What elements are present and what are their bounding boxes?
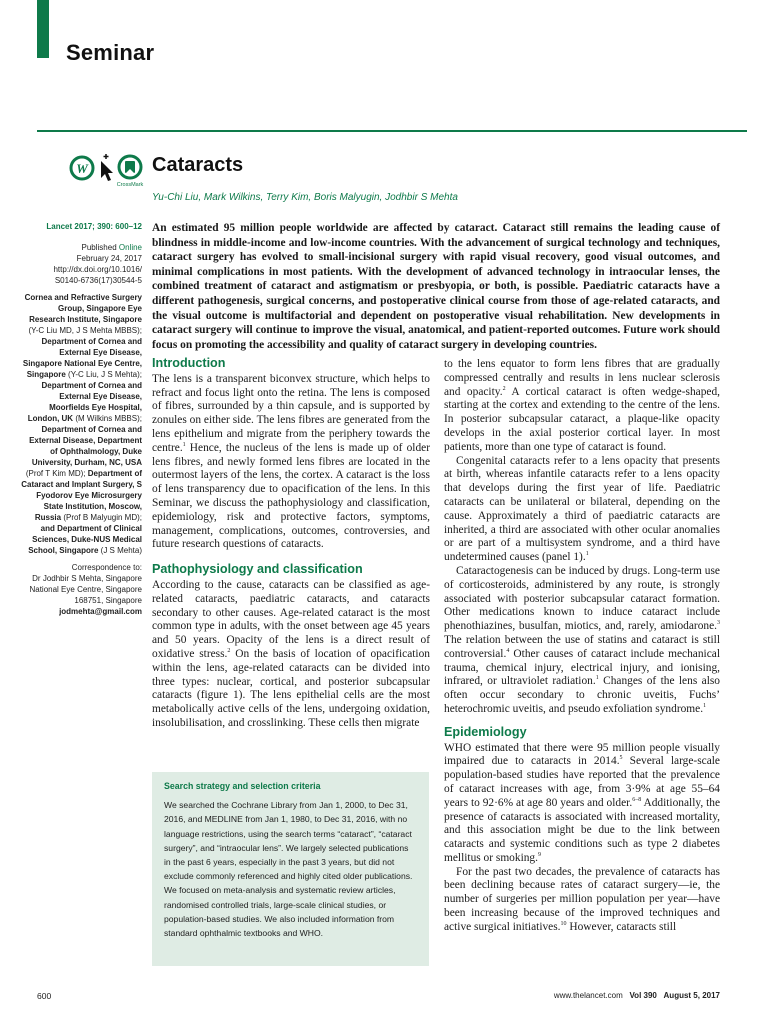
logo-icons	[68, 152, 146, 200]
affiliation-6: and Department of Clinical Sciences, Duke-NUS Medical School, Singapore	[28, 524, 142, 555]
heading-introduction: Introduction	[152, 356, 226, 370]
author-list: Yu-Chi Liu, Mark Wilkins, Terry Kim, Boris Malyugin, Jodhbir S Mehta	[152, 192, 458, 203]
search-strategy-panel	[152, 772, 429, 966]
web-article-icon	[71, 157, 93, 179]
reference-marker[interactable]: 6–8	[632, 796, 642, 803]
reference-marker[interactable]: 1	[182, 441, 186, 448]
crossmark-icon	[119, 156, 141, 178]
header-rule	[37, 130, 747, 132]
correspondence-label: Correspondence to:	[71, 563, 142, 572]
paragraph-congenital: Congenital cataracts refer to a lens opacity that presents at birth, whereas infantile cataracts refer to a lens opacity that develops during the first year of life. Paediatric cataracts can be unilateral or bilateral, depending on the cause. Approximately a third of paediatric cataracts are inherited, a third are associated with other ocular anomalies or are part of a multisystem syndrome, and a third have undetermined causes (panel 1).$^1$	[444, 454, 720, 564]
journal-url[interactable]: www.thelancet.com	[553, 991, 623, 1000]
published-date: February 24, 2017	[76, 254, 142, 263]
pathophysiology-paragraph: According to the cause, cataracts can be classified as age-related cataracts, paediatric cataracts, and cataracts secondary to other causes. Age-related cataract is the most common type in adults, with the onset between age 45 years and 50 years. Opacity of the lens is a direct result of oxidative stress.$^2$ On the basis of location of opacification within the lens, age-related cataracts can be divided into three types: nuclear, cortical, and posterior subcapsular cataracts (figure 1). The lens epithelial cells are the most metabolically active cells of the lens, undergoing oxidation, insolubilisation, and crosslinking. These cells then migrate	[152, 578, 430, 729]
intro-paragraph: The lens is a transparent biconvex structure, which helps to refract and focus light onto the retina. The lens is composed of fibres, surrounded by a thin capsule, and is supported by zonules on either side. The lens fibres are generated from the lens epithelium and migrate from the periphery towards the centre.$^1$ Hence, the nucleus of the lens is made up of older lens fibres, and newly formed lens fibres are located in the outermost layers of the lens, the cortex. A cataract is the loss of lens transparency due to opacification of the lens. In this Seminar, we discuss the pathophysiology and classification, epidemiology, risk and protective factors, symptoms, management, complications, outcomes, controversies, and future research questions of cataracts.	[152, 372, 430, 551]
article-title: Cataracts	[152, 154, 244, 176]
affiliation-1-names: (Y-C Liu MD, J S Mehta MBBS);	[28, 326, 142, 335]
affiliation-4: Department of Cornea and External Disease, Department of Ophthalmology, Duke University, Durham, NC, USA	[29, 425, 142, 467]
svg-text:W: W	[76, 161, 88, 176]
heading-pathophysiology: Pathophysiology and classification	[152, 562, 363, 577]
affiliations	[20, 292, 142, 556]
crossmark-label: CrossMark	[116, 182, 144, 188]
issue-date: August 5, 2017	[663, 991, 720, 1000]
affiliation-2-names: (Y-C Liu, J S Mehta);	[68, 370, 142, 379]
abstract: An estimated 95 million people worldwide are affected by cataract. Cataract still remains the leading cause of blindness in middle-income and low-income countries. With the advancement of surgical technology and techniques, cataract surgery has evolved to small-incisional surgery with rapid visual recovery, good visual outcomes, and minimal complications in most patients. With the development of advanced technology in intraocular lenses, the combined treatment of cataract and astigmatism or presbyopia, or both, is possible. Paediatric cataracts have a different pathogenesis, surgical concerns, and postoperative clinical course from those of age-related cataracts, and the visual outcome is multifactorial and dependent on postoperative visual rehabilitation. New developments in cataract surgery will continue to improve the visual, anatomical, and patient-reported outcomes. Future work should focus on promoting the accessibility and quality of cataract surgery in developing countries.	[152, 222, 720, 351]
reference-marker[interactable]: 10	[560, 921, 567, 928]
affiliation-6-names: (J S Mehta)	[100, 546, 142, 555]
paragraph-cataractogenesis: Cataractogenesis can be induced by drugs. Long-term use of corticosteroids, administered by any route, is strongly associated with posterior subcapsular cataract formation. Other medications known to induce cataract include phenothiazines, busulfan, miotics, and, rarely, amiodarone.$^3$ The relation between the use of statins and cataract is still controversial.$^4$ Other causes of cataract include mechanical trauma, chemical injury, electrical injury, and ionising, infrared, or ultraviolet radiation.$^1$ Changes of the lens also often occur secondary to chronic uveitis, Fuchs’ heterochromic uveitis, and pseudo exfoliation syndrome.$^1$	[444, 564, 720, 715]
page-number: 600	[37, 991, 52, 1001]
correspondence-email[interactable]: jodmehta@gmail.com	[59, 607, 142, 616]
doi-line-2[interactable]: S0140-6736(17)30544-5	[54, 276, 142, 285]
section-label: Seminar	[66, 40, 155, 65]
reference-marker[interactable]: 9	[537, 852, 541, 859]
section-tab-marker	[37, 0, 49, 58]
correspondence	[20, 562, 142, 617]
paragraph-lens-fibres: to the lens equator to form lens fibres that are gradually compressed centrally and results in lens nuclear sclerosis and opacity.$^2$ A cortical cataract is often wedge-shaped, starting at the cortex and extending to the centre of the lens. In posterior subcapsular cataract, a plaque-like opacity develops in the axial posterior cortical layer. In most patients, more than one type of cataract is found.	[444, 358, 721, 453]
reference-marker[interactable]: 5	[619, 755, 623, 762]
affiliation-3: Department of Cornea and External Eye Disease, Moorfields Eye Hospital, London, UK	[27, 381, 142, 423]
reference-marker[interactable]: 3	[717, 620, 720, 627]
panel-title: Search strategy and selection criteria	[164, 781, 321, 791]
paragraph-who: WHO estimated that there were 95 million people visually impaired due to cataracts in 2014.$^5$ Several large-scale population-based studies have reported that the prevalence of cataract increases with age, from 3·9% at age 55–64 years to 92·6% at age 80 years and older.$^{6-8}$ Additionally, the presence of cataracts is associated with increased mortality, and this association might be due to the link between cataracts and systemic conditions such as type 2 diabetes mellitus or smoking.$^9$	[444, 741, 721, 864]
citation: Lancet 2017; 390: 600–12	[46, 222, 142, 231]
affiliation-3-names: (M Wilkins MBBS);	[75, 414, 142, 423]
affiliation-1: Cornea and Refractive Surgery Group, Singapore Eye Research Institute, Singapore	[24, 293, 142, 324]
affiliation-2: Department of Cornea and External Eye Disease, Singapore National Eye Centre, Singapore	[22, 337, 142, 379]
cursor-icon	[101, 154, 113, 181]
panel-body: We searched the Cochrane Library from Jan 1, 2000, to Dec 31, 2016, and MEDLINE from Jan 1, 1980, to Dec 31, 2016, with no language restrictions, using the search terms “cataract”, “cataract surgery”, and “intraocular lens”. We largely selected publications in the past 6 years, especially in the past 3 years, but did not exclude commonly referenced and highly cited older publications. We focused on meta-analysis and systematic review articles, randomised controlled trials, large-scale clinical studies, or population-based studies. We also included information from standard ophthalmic textbooks and WHO.	[164, 800, 413, 939]
volume: Vol 390	[629, 991, 657, 1000]
article-sidebar	[20, 221, 142, 623]
paragraph-prevalence: For the past two decades, the prevalence of cataracts has been declining because rates of cataract surgery—ie, the number of surgeries per million population per year—have been increasing because of the improved techniques and active surgical initiatives.$^{10}$ However, cataracts still	[444, 865, 720, 933]
published-online: Online	[118, 243, 142, 252]
article-icons	[68, 152, 146, 200]
heading-epidemiology: Epidemiology	[444, 724, 527, 739]
reference-marker[interactable]: 4	[506, 647, 510, 654]
reference-marker[interactable]: 1	[595, 675, 599, 682]
reference-marker[interactable]: 2	[502, 385, 506, 392]
correspondence-address: Dr Jodhbir S Mehta, Singapore National Eye Centre, Singapore 168751, Singapore	[29, 574, 142, 605]
publication-info	[20, 242, 142, 286]
reference-marker[interactable]: 2	[227, 648, 231, 655]
affiliation-5-names: (Prof B Malyugin MD);	[63, 513, 142, 522]
body-column-2	[444, 358, 720, 935]
affiliation-4-names: (Prof T Kim MD);	[25, 469, 86, 478]
affiliation-5: Department of Cataract and Implant Surgery, S Fyodorov Eye Microsurgery State Institution, Moscow, Russia	[21, 469, 142, 522]
reference-marker[interactable]: 1	[585, 551, 589, 558]
reference-marker[interactable]: 1	[703, 703, 707, 710]
footer-journal-info	[554, 991, 720, 1000]
published-prefix: Published	[81, 243, 119, 252]
doi-line-1[interactable]: http://dx.doi.org/10.1016/	[53, 265, 142, 274]
body-column-1	[152, 357, 430, 731]
